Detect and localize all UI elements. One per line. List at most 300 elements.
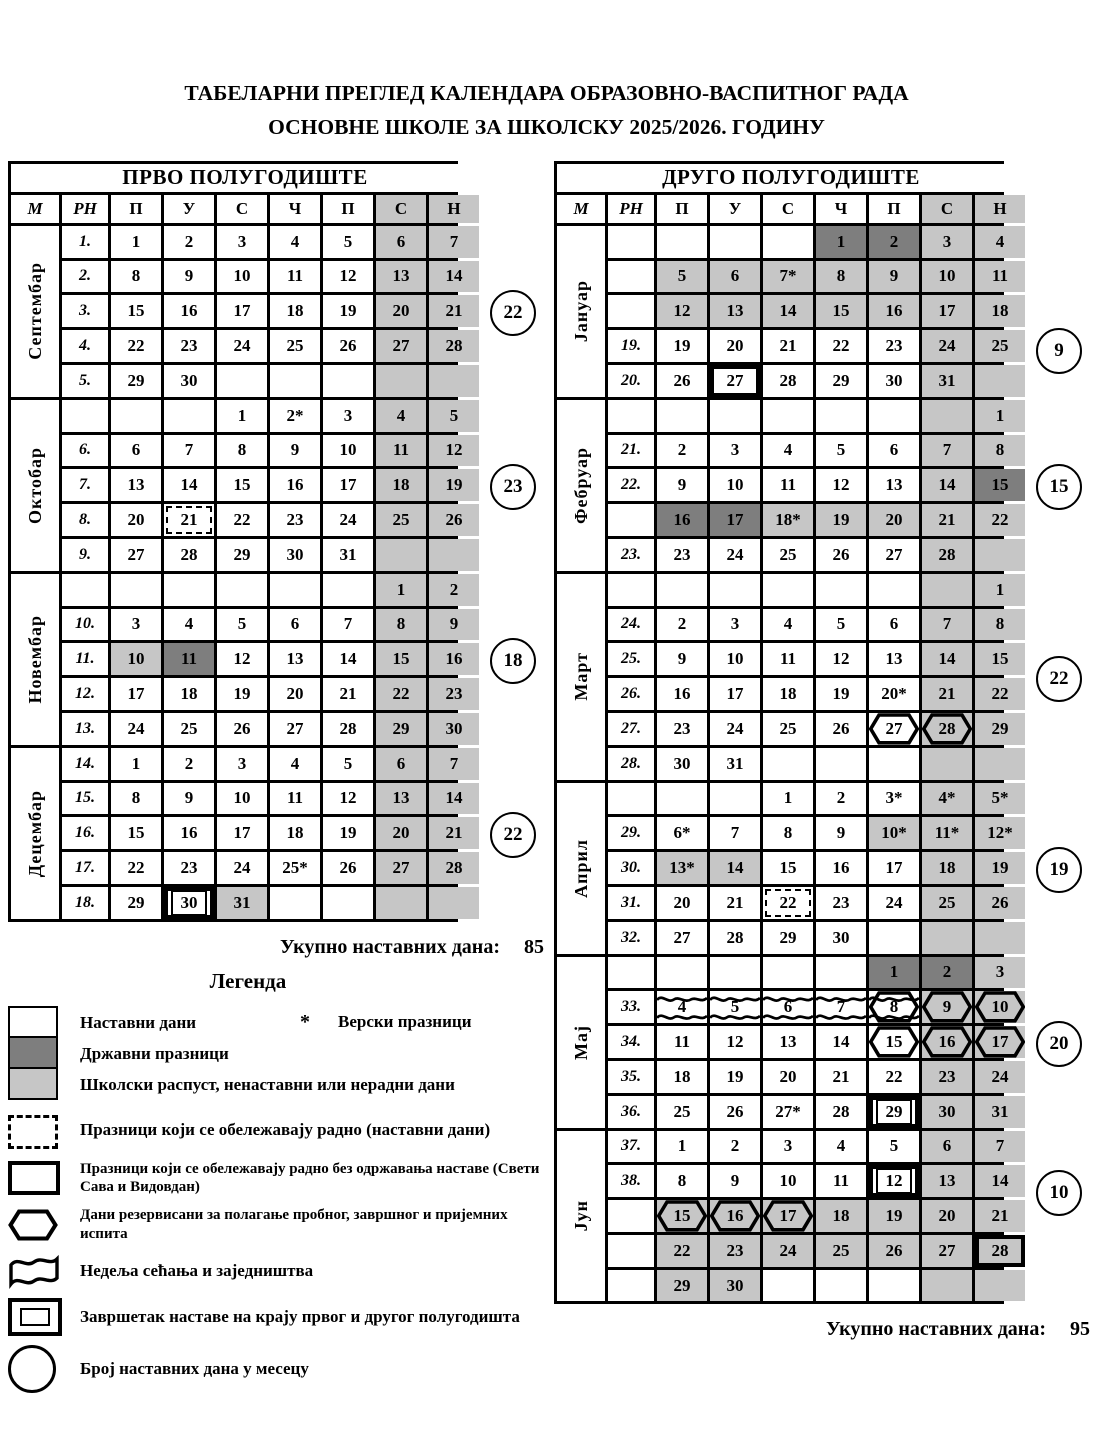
day-cell: [710, 1270, 760, 1302]
day-number: 28: [938, 718, 956, 738]
day-cell: [922, 1096, 972, 1128]
day-number: 10: [938, 266, 956, 286]
day-cell: [710, 1131, 760, 1163]
week-number-cell: 4.: [62, 330, 108, 362]
day-cell: [975, 748, 1025, 780]
day-cell: [376, 469, 426, 501]
day-cell: [323, 609, 373, 641]
day-cell: [164, 469, 214, 501]
column-header-cell: Ч: [816, 195, 866, 223]
day-number: 28: [779, 370, 797, 390]
day-number: 5: [730, 997, 740, 1017]
day-number: 26: [339, 858, 357, 878]
day-number: 4: [290, 753, 300, 773]
day-number: 15: [392, 649, 410, 669]
day-cell: [270, 400, 320, 432]
week-number-cell: 27.: [608, 713, 654, 745]
day-cell: [657, 261, 707, 293]
day-number: 22: [127, 858, 145, 878]
day-cell: [217, 887, 267, 919]
day-cell: [816, 957, 866, 989]
day-number: 30: [885, 370, 903, 390]
day-number: 1: [131, 231, 141, 251]
week-number-cell: 14.: [62, 748, 108, 780]
day-number: 5: [836, 614, 846, 634]
day-number: 20: [127, 510, 145, 530]
day-cell: [657, 400, 707, 432]
day-number: 22: [127, 336, 145, 356]
day-number: 22: [832, 336, 850, 356]
month-name: Фебруар: [570, 446, 591, 524]
day-cell: [763, 957, 813, 989]
day-cell: [376, 678, 426, 710]
day-number: 16: [445, 649, 463, 669]
day-number: 14: [779, 301, 797, 321]
day-cell: [975, 365, 1025, 397]
day-number: 22: [233, 510, 251, 530]
day-cell: [975, 1270, 1025, 1302]
day-number: 12: [339, 788, 357, 808]
day-number: 13: [885, 649, 903, 669]
day-cell: [429, 504, 479, 536]
day-number: 16: [726, 1205, 744, 1225]
day-number: 15: [885, 1032, 903, 1051]
day-cell: [270, 469, 320, 501]
day-number: 8: [677, 1171, 687, 1191]
day-cell: [270, 678, 320, 710]
day-number: 23: [673, 718, 691, 738]
day-cell: [164, 783, 214, 815]
month-label: [557, 574, 605, 780]
day-number: 9: [942, 997, 952, 1017]
day-number: 3: [730, 614, 740, 634]
day-cell: [657, 609, 707, 641]
week-number-cell: 28.: [608, 748, 654, 780]
day-number: 21: [445, 301, 463, 321]
day-cell: [710, 1165, 760, 1197]
day-number: 14: [339, 649, 357, 669]
day-cell: [816, 574, 866, 606]
day-cell: [816, 435, 866, 467]
day-number: 22: [885, 1066, 903, 1086]
day-number: 4: [396, 405, 406, 425]
day-cell: [816, 783, 866, 815]
day-number: 18: [392, 475, 410, 495]
day-cell: [710, 539, 760, 571]
day-number: 17: [779, 1205, 797, 1225]
day-cell: [922, 435, 972, 467]
day-number: 10: [779, 1171, 797, 1191]
day-cell: [164, 852, 214, 884]
day-number: 15: [779, 858, 797, 878]
day-cell: [816, 1270, 866, 1302]
calendar-tables-area: [0, 161, 1093, 1402]
day-number: 6: [290, 614, 300, 634]
day-number: 26: [233, 718, 251, 738]
month-name: Мај: [570, 1024, 591, 1060]
day-cell: [922, 748, 972, 780]
day-cell: [657, 1131, 707, 1163]
week-number-cell: 16.: [62, 817, 108, 849]
week-number-cell: [608, 261, 654, 293]
month-total-circle: 20: [1036, 1021, 1082, 1067]
day-number: 10: [339, 440, 357, 460]
day-number: 15: [991, 649, 1009, 669]
day-cell: [816, 226, 866, 258]
day-cell: [869, 400, 919, 432]
day-number: 16: [938, 1032, 956, 1051]
day-cell: [111, 887, 161, 919]
day-cell: [975, 1061, 1025, 1093]
day-cell: [710, 1026, 760, 1058]
day-number: 25: [779, 544, 797, 564]
day-number: 1: [783, 788, 793, 808]
day-number: 23: [832, 892, 850, 912]
day-cell: [816, 539, 866, 571]
day-number: 18: [991, 301, 1009, 321]
day-number: 29: [127, 370, 145, 390]
day-number: 4: [677, 997, 687, 1017]
day-number: 30: [180, 892, 198, 912]
day-number: 24: [726, 718, 744, 738]
month-label: [557, 783, 605, 954]
day-cell: [869, 261, 919, 293]
day-cell: [869, 330, 919, 362]
day-number: 16: [832, 858, 850, 878]
week-number-cell: 22.: [608, 469, 654, 501]
day-number: 27: [673, 927, 691, 947]
day-number: 10: [726, 475, 744, 495]
column-header-cell: С: [376, 195, 426, 223]
day-cell: [217, 817, 267, 849]
day-number: 17: [991, 1032, 1009, 1051]
double-border-icon: [8, 1298, 62, 1336]
day-number: 25: [991, 336, 1009, 356]
day-number: 10: [233, 788, 251, 808]
column-header-cell: С: [922, 195, 972, 223]
day-number: 20: [938, 1205, 956, 1225]
day-number: 5: [237, 614, 247, 634]
day-cell: [763, 922, 813, 954]
day-number: 17: [233, 301, 251, 321]
day-number: 21: [832, 1066, 850, 1086]
day-number: 5: [343, 753, 353, 773]
day-cell: [111, 261, 161, 293]
day-cell: [763, 574, 813, 606]
day-cell: [975, 991, 1025, 1023]
day-cell: [975, 678, 1025, 710]
day-cell: [975, 957, 1025, 989]
day-cell: [270, 817, 320, 849]
day-number: 22: [991, 510, 1009, 530]
day-cell: [323, 226, 373, 258]
day-cell: [111, 713, 161, 745]
day-number: 21: [726, 892, 744, 912]
day-cell: [657, 574, 707, 606]
day-number: 5: [836, 440, 846, 460]
day-cell: [816, 713, 866, 745]
day-number: 7: [449, 231, 459, 251]
day-cell: [975, 435, 1025, 467]
day-cell: [164, 539, 214, 571]
day-number: 21: [779, 336, 797, 356]
day-cell: [111, 678, 161, 710]
legend-label: Празници који се обележавају радно (наставни дани): [80, 1120, 491, 1140]
day-number: 7: [836, 997, 846, 1017]
day-number: 4: [995, 231, 1005, 251]
day-cell: [975, 783, 1025, 815]
week-number-cell: 23.: [608, 539, 654, 571]
day-cell: [922, 295, 972, 327]
day-number: 23: [445, 684, 463, 704]
column-header-cell: Н: [975, 195, 1025, 223]
day-cell: [217, 574, 267, 606]
day-number: 6: [889, 440, 899, 460]
day-cell: [975, 643, 1025, 675]
day-number: 9: [184, 788, 194, 808]
day-cell: [164, 295, 214, 327]
day-cell: [763, 783, 813, 815]
day-cell: [975, 922, 1025, 954]
legend-row-exam-days: [8, 1206, 548, 1244]
day-number: 20: [726, 336, 744, 356]
day-cell: [763, 539, 813, 571]
week-number-cell: [608, 1235, 654, 1267]
month-name: Јануар: [570, 280, 591, 343]
day-cell: [763, 330, 813, 362]
day-cell: [922, 957, 972, 989]
day-number: 29: [673, 1275, 691, 1295]
day-cell: [869, 957, 919, 989]
day-cell: [270, 261, 320, 293]
day-cell: [975, 295, 1025, 327]
day-cell: [816, 469, 866, 501]
day-cell: [816, 1165, 866, 1197]
day-number: 8: [783, 823, 793, 843]
day-cell: [869, 713, 919, 745]
day-number: 20: [392, 823, 410, 843]
day-cell: [111, 643, 161, 675]
day-cell: [376, 783, 426, 815]
second-semester-total: [554, 1318, 1090, 1341]
day-cell: [429, 574, 479, 606]
column-header-cell: П: [323, 195, 373, 223]
day-number: 30: [445, 718, 463, 738]
day-cell: [657, 1096, 707, 1128]
week-number-cell: [608, 783, 654, 815]
day-cell: [975, 852, 1025, 884]
day-cell: [869, 1165, 919, 1197]
second-semester-table-wrap: [554, 161, 1093, 1305]
day-cell: [763, 887, 813, 919]
day-cell: [657, 1235, 707, 1267]
day-cell: [922, 852, 972, 884]
day-number: 28: [726, 927, 744, 947]
day-cell: [323, 643, 373, 675]
legend-heading: Легенда: [209, 968, 287, 993]
day-number: 24: [779, 1240, 797, 1260]
day-number: 24: [127, 718, 145, 738]
day-number: 11: [286, 266, 304, 286]
day-cell: [763, 435, 813, 467]
day-cell: [922, 1131, 972, 1163]
day-cell: [975, 400, 1025, 432]
day-cell: [376, 261, 426, 293]
day-cell: [323, 330, 373, 362]
day-number: 8: [396, 614, 406, 634]
day-cell: [710, 435, 760, 467]
day-cell: [217, 226, 267, 258]
day-cell: [376, 504, 426, 536]
day-number: 21: [180, 510, 198, 530]
day-number: 21: [938, 510, 956, 530]
month-total-circle: 22: [490, 290, 536, 336]
day-cell: [429, 226, 479, 258]
day-number: 7: [942, 440, 952, 460]
day-cell: [922, 643, 972, 675]
day-number: 28: [445, 858, 463, 878]
week-number-cell: 24.: [608, 609, 654, 641]
day-number: 3: [730, 440, 740, 460]
day-cell: [657, 504, 707, 536]
day-cell: [922, 887, 972, 919]
month-label: [11, 748, 59, 919]
day-cell: [922, 991, 972, 1023]
page-title-line2: ОСНОВНЕ ШКОЛЕ ЗА ШКОЛСКУ 2025/2026. ГОДИНУ: [268, 115, 825, 140]
month-name: Октобар: [24, 446, 45, 524]
day-cell: [164, 330, 214, 362]
day-number: 7: [449, 753, 459, 773]
day-cell: [323, 678, 373, 710]
day-cell: [217, 295, 267, 327]
day-number: 8: [889, 997, 899, 1017]
day-cell: [710, 713, 760, 745]
day-cell: [164, 226, 214, 258]
week-number-cell: 34.: [608, 1026, 654, 1058]
day-cell: [710, 1200, 760, 1232]
day-cell: [657, 1165, 707, 1197]
legend-label: Завршетак наставе на крају првог и другог полугодишта: [80, 1307, 520, 1327]
day-cell: [323, 748, 373, 780]
day-number: 19: [339, 823, 357, 843]
day-cell: [922, 1270, 972, 1302]
day-number: 10*: [881, 823, 907, 843]
day-number: 14: [832, 1032, 850, 1051]
day-cell: [869, 504, 919, 536]
day-number: 30: [286, 544, 304, 564]
day-cell: [922, 400, 972, 432]
day-number: 18: [286, 823, 304, 843]
day-cell: [657, 295, 707, 327]
day-number: 8: [237, 440, 247, 460]
day-number: 2: [677, 614, 687, 634]
day-number: 1: [889, 962, 899, 982]
day-cell: [975, 1026, 1025, 1058]
day-cell: [657, 1026, 707, 1058]
week-number-cell: 12.: [62, 678, 108, 710]
second-semester-column: [554, 161, 1090, 1342]
day-cell: [922, 817, 972, 849]
day-cell: [270, 504, 320, 536]
day-cell: [217, 365, 267, 397]
day-cell: [376, 817, 426, 849]
day-number: 25*: [282, 858, 308, 878]
week-number-cell: [608, 295, 654, 327]
day-cell: [710, 226, 760, 258]
day-number: 18: [938, 858, 956, 878]
day-number: 29: [127, 892, 145, 912]
day-number: 16: [885, 301, 903, 321]
legend-row-working-holidays: [8, 1109, 548, 1151]
day-cell: [217, 678, 267, 710]
day-cell: [763, 400, 813, 432]
day-number: 17: [339, 475, 357, 495]
day-cell: [975, 817, 1025, 849]
day-cell: [217, 330, 267, 362]
day-cell: [922, 1061, 972, 1093]
column-header-cell: У: [164, 195, 214, 223]
day-cell: [323, 295, 373, 327]
day-number: 27*: [775, 1101, 801, 1121]
day-number: 13*: [669, 858, 695, 878]
dashed-border-icon: [8, 1115, 58, 1149]
day-cell: [816, 1200, 866, 1232]
day-number: 4: [290, 231, 300, 251]
week-number-cell: [608, 400, 654, 432]
day-number: 25: [673, 1101, 691, 1121]
day-cell: [763, 1235, 813, 1267]
day-cell: [816, 609, 866, 641]
day-cell: [376, 852, 426, 884]
day-cell: [763, 852, 813, 884]
day-cell: [869, 748, 919, 780]
day-cell: [869, 609, 919, 641]
day-number: 11*: [934, 823, 960, 843]
day-number: 13: [779, 1032, 797, 1051]
day-number: 19: [832, 510, 850, 530]
month-name: Децембар: [24, 789, 45, 877]
day-cell: [323, 852, 373, 884]
day-number: 30: [726, 1275, 744, 1295]
day-cell: [869, 469, 919, 501]
day-cell: [710, 643, 760, 675]
day-number: 17: [127, 684, 145, 704]
week-number-cell: 29.: [608, 817, 654, 849]
day-number: 24: [726, 544, 744, 564]
week-number-cell: 37.: [608, 1131, 654, 1163]
day-cell: [816, 1235, 866, 1267]
week-number-cell: 3.: [62, 295, 108, 327]
day-number: 25: [938, 892, 956, 912]
day-number: 10: [127, 649, 145, 669]
month-total-circle: 9: [1036, 328, 1082, 374]
legend-row-school-break: [8, 1069, 548, 1100]
week-number-cell: 30.: [608, 852, 654, 884]
day-cell: [376, 643, 426, 675]
day-number: 19: [673, 336, 691, 356]
day-number: 1: [836, 231, 846, 251]
day-cell: [869, 643, 919, 675]
day-number: 8: [131, 788, 141, 808]
week-number-cell: 35.: [608, 1061, 654, 1093]
month-name: Април: [570, 838, 591, 898]
day-cell: [816, 400, 866, 432]
day-number: 5: [889, 1136, 899, 1156]
day-cell: [763, 295, 813, 327]
day-number: 19: [726, 1066, 744, 1086]
day-number: 11: [286, 788, 304, 808]
day-number: 3: [995, 962, 1005, 982]
